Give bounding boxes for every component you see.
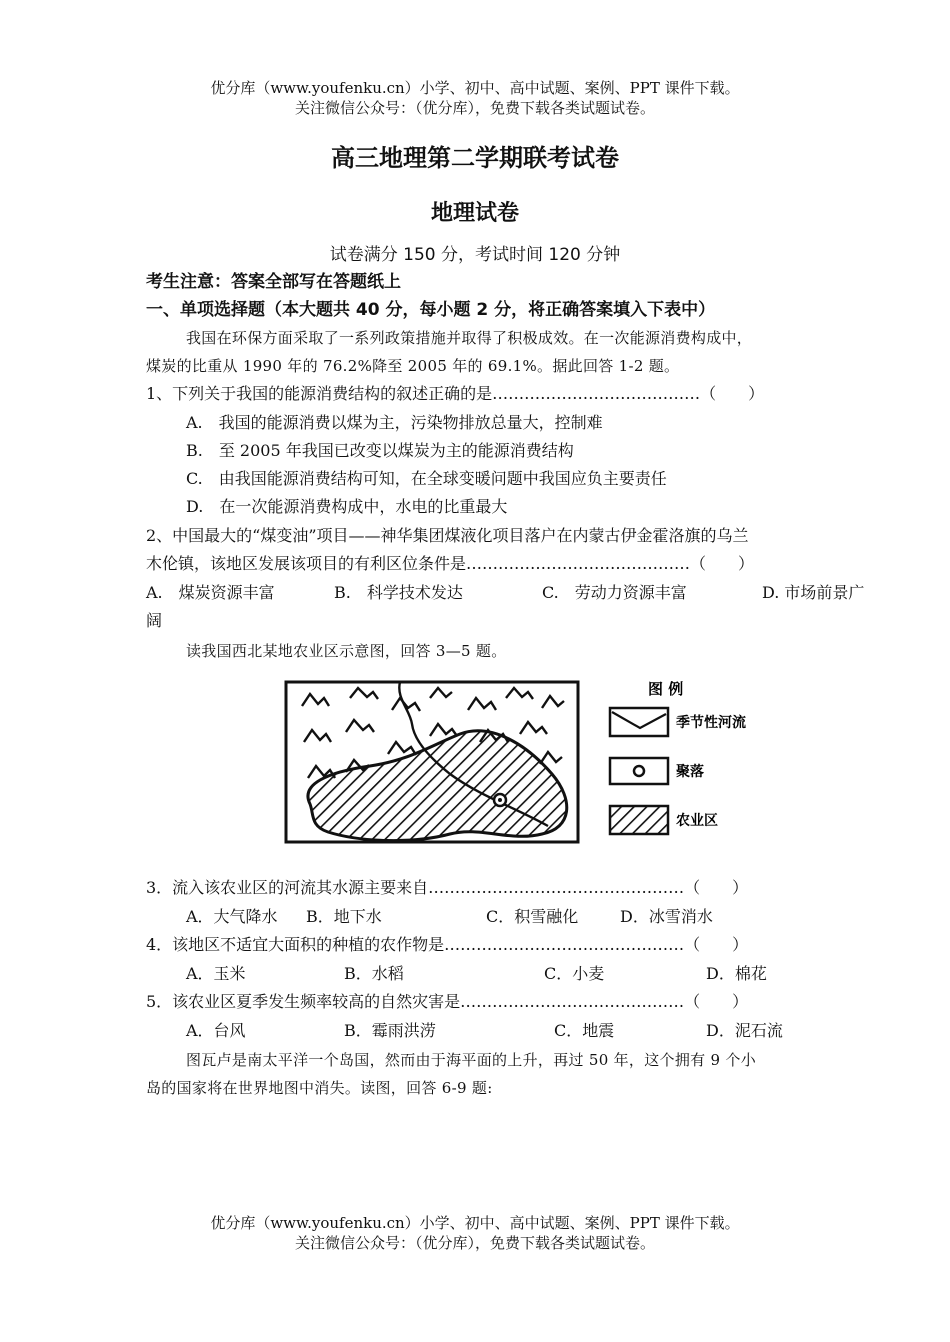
agricultural-area-map — [280, 676, 780, 848]
question-3-option-b: B．地下水 — [306, 907, 382, 926]
question-4-option-a: A．玉米 — [186, 964, 246, 983]
section-1-heading: 一、单项选择题（本大题共 40 分，每小题 2 分，将正确答案填入下表中） — [146, 300, 716, 320]
question-4-option-c: C．小麦 — [544, 964, 605, 983]
header-line-2: 关注微信公众号：（优分库），免费下载各类试题试卷。 — [294, 99, 655, 117]
question-2-option-d: D. 市场前景广 — [762, 583, 865, 602]
question-2-option-b: B. 科学技术发达 — [334, 583, 463, 602]
question-3-option-d: D．冰雪消水 — [620, 907, 713, 926]
question-4-stem: 4．该地区不适宜大面积的种植的农作物是………………………………………（ ） — [146, 935, 749, 954]
question-4-option-d: D．棉花 — [706, 964, 767, 983]
question-2-options — [146, 579, 886, 607]
question-2-option-c: C. 劳动力资源丰富 — [542, 583, 687, 602]
question-5-stem: 5．该农业区夏季发生频率较高的自然灾害是……………………………………（ ） — [146, 992, 749, 1011]
question-3-options — [186, 903, 926, 931]
exam-info: 试卷满分 150 分，考试时间 120 分钟 — [329, 245, 621, 265]
intro-3-line-1: 图瓦卢是南太平洋一个岛国，然而由于海平面的上升，再过 50 年，这个拥有 9 个小 — [186, 1051, 757, 1069]
question-5-option-c: C．地震 — [554, 1021, 615, 1040]
question-1-option-c: C. 由我国能源消费结构可知，在全球变暖问题中我国应负主要责任 — [186, 469, 667, 488]
legend-river-label: 季节性河流 — [676, 715, 746, 731]
question-4-options — [186, 960, 926, 988]
question-3-option-c: C．积雪融化 — [486, 907, 579, 926]
question-5-option-b: B．霉雨洪涝 — [344, 1021, 436, 1040]
page-subtitle: 地理试卷 — [430, 201, 519, 226]
question-5-option-a: A．台风 — [186, 1021, 246, 1040]
question-2-option-d-cont: 阔 — [146, 611, 163, 630]
intro-1-line-1: 我国在环保方面采取了一系列政策措施并取得了积极成效。在一次能源消费构成中， — [186, 329, 753, 347]
question-2-stem-1: 2、中国最大的“煤变油”项目——神华集团煤液化项目落户在内蒙古伊金霍洛旗的乌兰 — [146, 526, 749, 545]
question-3-stem: 3．流入该农业区的河流其水源主要来自…………………………………………（ ） — [146, 878, 749, 897]
header-line-1: 优分库（www.youfenku.cn）小学、初中、高中试题、案例、PPT 课件下载。 — [210, 79, 740, 97]
question-1-option-b: B. 至 2005 年我国已改变以煤炭为主的能源消费结构 — [186, 441, 574, 460]
page-title: 高三地理第二学期联考试卷 — [331, 144, 619, 172]
intro-2: 读我国西北某地农业区示意图，回答 3—5 题。 — [186, 642, 507, 660]
question-4-option-b: B．水稻 — [344, 964, 404, 983]
legend-settlement-label: 聚落 — [676, 764, 704, 780]
question-1-stem: 1、下列关于我国的能源消费结构的叙述正确的是…………………………………（ ） — [146, 384, 765, 403]
question-1-option-d: D. 在一次能源消费构成中，水电的比重最大 — [186, 497, 508, 516]
question-3-option-a: A．大气降水 — [186, 907, 278, 926]
legend-farm-icon — [610, 806, 668, 834]
footer-line-2: 关注微信公众号：（优分库），免费下载各类试题试卷。 — [294, 1234, 655, 1252]
question-2-stem-2: 木伦镇，该地区发展该项目的有利区位条件是……………………………………（ ） — [146, 554, 755, 573]
intro-3-line-2: 岛的国家将在世界地图中消失。读图，回答 6-9 题: — [146, 1079, 493, 1097]
question-5-options — [186, 1017, 926, 1045]
legend-title: 图 例 — [648, 680, 684, 698]
intro-1-line-2: 煤炭的比重从 1990 年的 76.2%降至 2005 年的 69.1%。据此回答 1-2 题。 — [146, 357, 680, 375]
legend-river-box — [610, 708, 668, 736]
question-2-option-a: A. 煤炭资源丰富 — [146, 583, 275, 602]
question-1-option-a: A. 我国的能源消费以煤为主，污染物排放总量大，控制难 — [186, 413, 603, 432]
footer-line-1: 优分库（www.youfenku.cn）小学、初中、高中试题、案例、PPT 课件下载。 — [210, 1214, 740, 1232]
legend-farm-label: 农业区 — [676, 813, 718, 829]
question-5-option-d: D．泥石流 — [706, 1021, 783, 1040]
exam-notice: 考生注意：答案全部写在答题纸上 — [146, 272, 401, 292]
legend-settlement-icon — [634, 766, 644, 776]
